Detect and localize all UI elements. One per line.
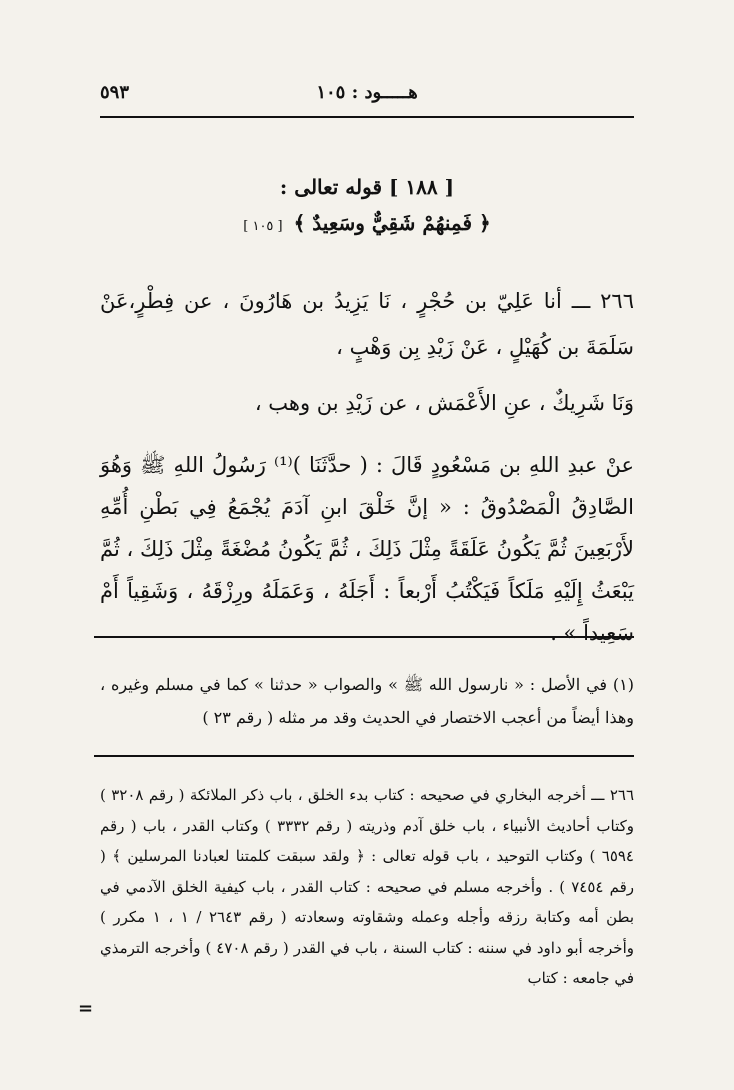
isnad-first-chain: ٢٦٦ ـــ أنا عَلِيّ بن حُجْرٍ ، نَا يَزِيدُ بن هَارُونَ ، عن فِطْرٍ،عَنْ سَلَمَةَ بن كُهَيْلٍ ، عَنْ زَيْدِ بِن وَهْبٍ ، bbox=[100, 289, 634, 359]
takhrij-divider bbox=[94, 755, 634, 757]
running-title: هـــــود : ١٠٥ bbox=[316, 82, 418, 103]
page-number: ٥٩٣ bbox=[100, 82, 130, 103]
quran-verse-line bbox=[100, 204, 634, 246]
footnote-divider bbox=[94, 636, 634, 638]
isnad-second-chain: وَنَا شَرِيكٌ ، عنِ الأَعْمَش ، عن زَيْدِ بن وهب ، bbox=[254, 391, 634, 415]
continuation-mark: = bbox=[78, 998, 94, 1019]
hadith-matn: عنْ عبدِ اللهِ بن مَسْعُودٍ قَالَ : ( حدَّثَنَا )⁽¹⁾ رَسُولُ اللهِ ﷺ وَهُوَ الصَّادِقُ الْمَصْدُوقُ : « إنَّ خَلْقَ ابنِ آدَمَ يُجْمَعُ فِي بَطْنِ أُمِّهِ لأَرْبَعِينَ ثُمَّ يَكُونُ عَلَقَةً مِثْلَ ذَلِكَ ، ثُمَّ يَكُونُ مُضْغَةً مِثْلَ ذَلِكَ ، ثُمَّ يَبْعَثُ إِلَيْهِ مَلَكاً فَيَكْتُبُ أَرْبعاً : أَجَلَهُ ، وَعَمَلَهُ ورِزْقَهُ ، وَشَقِياً أَمْ سَعِيداً » . bbox=[100, 453, 634, 645]
page-header bbox=[100, 82, 634, 118]
hadith-body bbox=[100, 278, 634, 654]
heading-number-line: [ ١٨٨ ] قوله تعالى : bbox=[279, 175, 455, 199]
quran-verse: ﴿ فَمِنهُمْ شَقِيٌّ وسَعِيدٌ ﴾ bbox=[293, 211, 491, 235]
chapter-heading bbox=[100, 170, 634, 246]
takhrij-note: ٢٦٦ ـــ أخرجه البخاري في صحيحه : كتاب بدء الخلق ، باب ذكر الملائكة ( رقم ٣٢٠٨ ) وكتاب أحاديث الأنبياء ، باب خلق آدم وذريته ( رقم ٣٣٣٢ ) وكتاب القدر ، باب ( رقم ٦٥٩٤ ) وكتاب التوحيد ، باب قوله تعالى : ﴿ ولقد سبقت كلمتنا لعبادنا المرسلين ﴾ ( رقم ٧٤٥٤ ) . وأخرجه مسلم في صحيحه : كتاب القدر ، باب كيفية الخلق الآدمي في بطن أمه وكتابة رزقه وأجله وعمله وشقاوته وسعادته ( رقم ٢٦٤٣ / ١ ، ١ مكرر ) وأخرجه أبو داود في سننه : كتاب السنة ، باب في القدر ( رقم ٤٧٠٨ ) وأخرجه الترمذي في جامعه : كتاب bbox=[100, 786, 634, 987]
footnote-1: (١) في الأصل : « نارسول الله ﷺ » والصواب « حدثنا » كما في مسلم وغيره ، وهذا أيضاً من أعجب الاختصار في الحديث وقد مر مثله ( رقم ٢٣ ) bbox=[100, 675, 634, 727]
verse-reference: [ ١٠٥ ] bbox=[243, 219, 283, 234]
